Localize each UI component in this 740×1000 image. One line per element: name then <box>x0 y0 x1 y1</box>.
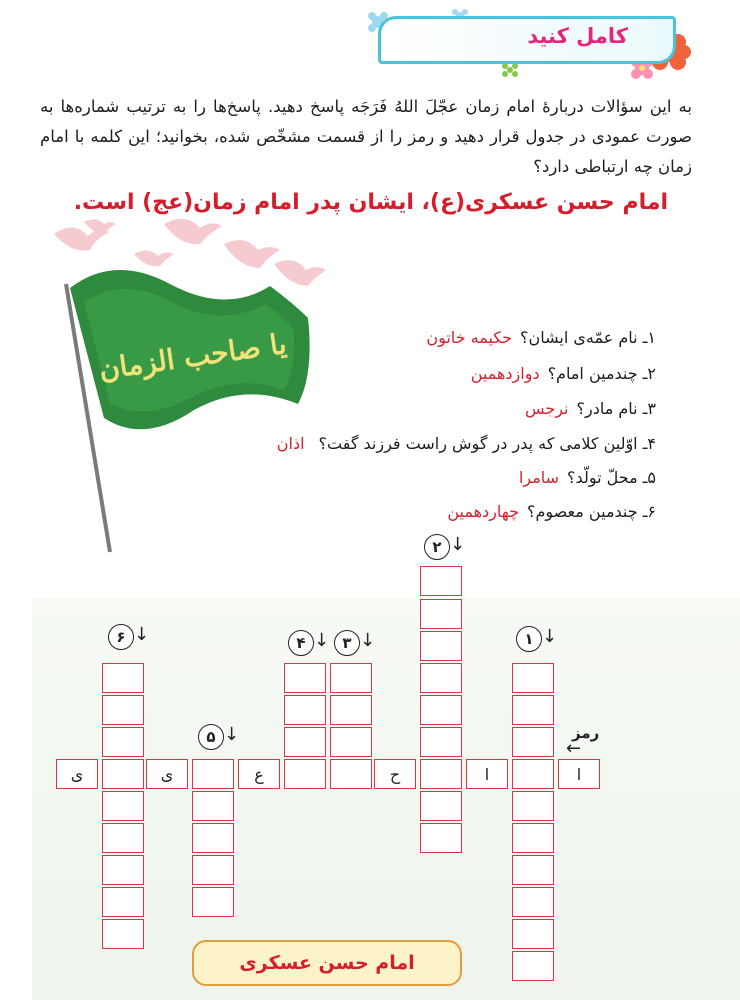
crossword-cell[interactable] <box>102 663 144 693</box>
question-text: ۱ـ نام عمّه‌ی ایشان؟ <box>520 328 656 347</box>
crossword-cell[interactable] <box>420 631 462 661</box>
crossword-cell[interactable] <box>420 599 462 629</box>
down-arrow-icon: ↓ <box>542 626 558 647</box>
crossword-cell[interactable] <box>420 663 462 693</box>
crossword-cell[interactable] <box>102 727 144 757</box>
code-row-cell[interactable] <box>330 759 372 789</box>
question-answer: نرجس <box>524 399 569 418</box>
crossword-cell[interactable] <box>102 791 144 821</box>
clue-number-4: ۴ <box>288 630 314 656</box>
question-6 <box>447 502 656 521</box>
ramz-label: رمز <box>572 724 600 742</box>
down-arrow-icon: ↓ <box>134 624 150 645</box>
crossword-cell[interactable] <box>420 823 462 853</box>
question-5 <box>519 468 656 487</box>
crossword-cell[interactable] <box>512 663 554 693</box>
crossword-cell[interactable] <box>330 727 372 757</box>
question-answer: سامرا <box>518 468 560 487</box>
code-row-cell[interactable]: ع <box>238 759 280 789</box>
left-arrow-icon: ← <box>566 738 582 759</box>
question-2 <box>471 364 656 383</box>
down-arrow-icon: ↓ <box>314 630 330 651</box>
crossword-cell[interactable] <box>102 887 144 917</box>
crossword-cell[interactable] <box>102 823 144 853</box>
question-answer: اذان <box>276 434 305 453</box>
crossword-cell[interactable] <box>512 887 554 917</box>
clue-number-1: ۱ <box>516 626 542 652</box>
final-answer-box <box>192 940 462 986</box>
question-answer: دوازدهمین <box>470 364 540 383</box>
answer-heading: امام حسن عسکری(ع)، ایشان پدر امام زمان(عج) است. <box>73 190 668 215</box>
flag-caption: یا صاحب الزمان <box>96 327 289 387</box>
crossword-cell[interactable] <box>192 791 234 821</box>
crossword-cell[interactable] <box>512 727 554 757</box>
code-row-cell[interactable]: ا <box>558 759 600 789</box>
question-4 <box>277 434 656 453</box>
crossword-cell[interactable] <box>284 727 326 757</box>
crossword-cell[interactable] <box>420 695 462 725</box>
final-answer: امام حسن عسکری <box>239 952 415 974</box>
crossword-cell[interactable] <box>512 951 554 981</box>
crossword-cell[interactable] <box>512 919 554 949</box>
flag-illustration <box>44 214 354 574</box>
crossword-cell[interactable] <box>512 791 554 821</box>
intro-paragraph: به این سؤالات دربارهٔ امام زمان عجّلَ اللهُ فَرَجَه پاسخ دهید. پاسخ‌ها را به ترتیب شماره‌ها به صورت عمودی در جدول قرار دهید و رمز را از قسمت مشخّص شده، بخوانید؛ این کلمه با امام زمان چه ارتباطی دارد؟ <box>40 97 692 176</box>
crossword-cell[interactable] <box>192 823 234 853</box>
crossword-cell[interactable] <box>420 566 462 596</box>
code-row-cell[interactable]: ا <box>466 759 508 789</box>
question-3 <box>525 399 656 418</box>
question-text: ۶ـ چندمین معصوم؟ <box>527 502 656 521</box>
code-row-cell[interactable] <box>512 759 554 789</box>
crossword-cell[interactable] <box>330 663 372 693</box>
code-row-cell[interactable]: ی <box>146 759 188 789</box>
crossword-cell[interactable] <box>102 855 144 885</box>
down-arrow-icon: ↓ <box>224 724 240 745</box>
code-row-cell[interactable] <box>420 759 462 789</box>
question-text: ۵ـ محلّ تولّد؟ <box>567 468 656 487</box>
crossword-cell[interactable] <box>420 791 462 821</box>
question-answer: حکیمه خاتون <box>426 328 513 347</box>
question-answer: چهاردهمین <box>447 502 520 521</box>
crossword-cell[interactable] <box>284 695 326 725</box>
code-row-cell[interactable]: ی <box>56 759 98 789</box>
flag-icon <box>44 214 354 574</box>
clue-number-6: ۶ <box>108 624 134 650</box>
crossword-cell[interactable] <box>420 727 462 757</box>
question-1 <box>426 328 656 347</box>
question-text: ۳ـ نام مادر؟ <box>576 399 656 418</box>
crossword-cell[interactable] <box>284 663 326 693</box>
code-row-cell[interactable]: ح <box>374 759 416 789</box>
crossword-cell[interactable] <box>512 823 554 853</box>
crossword-cell[interactable] <box>330 695 372 725</box>
crossword-cell[interactable] <box>512 855 554 885</box>
page-title: کامل کنید <box>527 24 628 48</box>
question-text: ۲ـ چندمین امام؟ <box>547 364 656 383</box>
crossword-cell[interactable] <box>192 887 234 917</box>
clue-number-2: ۲ <box>424 534 450 560</box>
clue-number-3: ۳ <box>334 630 360 656</box>
clue-number-5: ۵ <box>198 724 224 750</box>
down-arrow-icon: ↓ <box>360 630 376 651</box>
code-row-cell[interactable] <box>102 759 144 789</box>
question-text: ۴ـ اوّلین کلامی که پدر در گوش راست فرزند گفت؟ <box>318 434 656 453</box>
code-row-cell[interactable] <box>192 759 234 789</box>
crossword-cell[interactable] <box>192 855 234 885</box>
crossword-cell[interactable] <box>512 695 554 725</box>
down-arrow-icon: ↓ <box>450 534 466 555</box>
crossword-cell[interactable] <box>102 919 144 949</box>
code-row-cell[interactable] <box>284 759 326 789</box>
crossword-cell[interactable] <box>102 695 144 725</box>
